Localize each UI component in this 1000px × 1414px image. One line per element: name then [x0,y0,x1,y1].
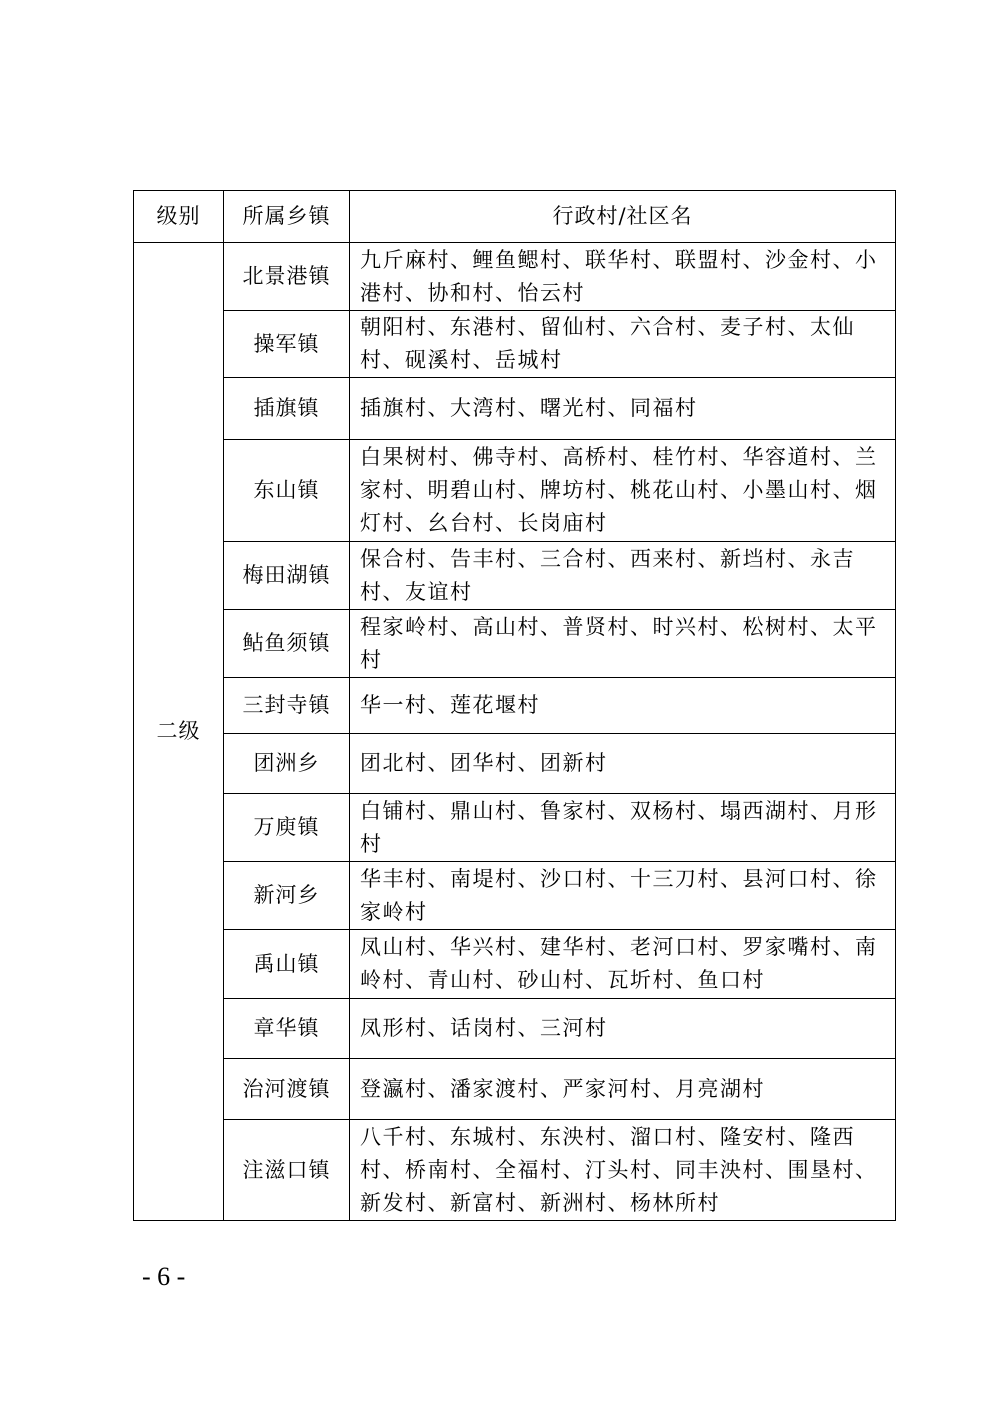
villages-cell: 团北村、团华村、团新村 [350,734,896,794]
table-row [134,440,896,542]
town-cell: 注滋口镇 [224,1120,350,1221]
villages-cell: 八千村、东城村、东泱村、溜口村、隆安村、隆西村、桥南村、全福村、汀头村、同丰泱村、围垦村、新发村、新富村、新洲村、杨林所村 [350,1120,896,1221]
table-row [134,1120,896,1221]
table-row [134,378,896,440]
table-row [134,999,896,1059]
town-cell: 北景港镇 [224,243,350,311]
villages-cell: 程家岭村、高山村、普贤村、时兴村、松树村、太平村 [350,610,896,678]
table-row [134,794,896,862]
town-cell: 新河乡 [224,862,350,930]
town-cell: 鲇鱼须镇 [224,610,350,678]
villages-cell: 朝阳村、东港村、留仙村、六合村、麦子村、太仙村、砚溪村、岳城村 [350,311,896,378]
level-cell: 二级 [134,243,224,1221]
villages-cell: 华一村、莲花堰村 [350,678,896,734]
header-level: 级别 [134,191,224,243]
table-row [134,1059,896,1120]
villages-cell: 保合村、告丰村、三合村、西来村、新垱村、永吉村、友谊村 [350,542,896,610]
town-cell: 梅田湖镇 [224,542,350,610]
villages-cell: 九斤麻村、鲤鱼鳃村、联华村、联盟村、沙金村、小港村、协和村、怡云村 [350,243,896,311]
table-row [134,678,896,734]
villages-cell: 凤形村、话岗村、三河村 [350,999,896,1059]
town-cell: 禹山镇 [224,930,350,999]
villages-cell: 插旗村、大湾村、曙光村、同福村 [350,378,896,440]
table-row [134,862,896,930]
table-row [134,311,896,378]
villages-cell: 白果树村、佛寺村、高桥村、桂竹村、华容道村、兰家村、明碧山村、牌坊村、桃花山村、小墨山村、烟灯村、幺台村、长岗庙村 [350,440,896,542]
town-cell: 三封寺镇 [224,678,350,734]
header-villages: 行政村/社区名 [350,191,896,243]
table-row [134,243,896,311]
town-cell: 团洲乡 [224,734,350,794]
table-row [134,542,896,610]
table-row [134,734,896,794]
town-cell: 插旗镇 [224,378,350,440]
table-row [134,930,896,999]
villages-cell: 登瀛村、潘家渡村、严家河村、月亮湖村 [350,1059,896,1120]
town-cell: 治河渡镇 [224,1059,350,1120]
villages-cell: 凤山村、华兴村、建华村、老河口村、罗家嘴村、南岭村、青山村、砂山村、瓦圻村、鱼口村 [350,930,896,999]
village-list-table [133,190,896,1221]
villages-cell: 白铺村、鼎山村、鲁家村、双杨村、塌西湖村、月形村 [350,794,896,862]
town-cell: 东山镇 [224,440,350,542]
town-cell: 万庾镇 [224,794,350,862]
page-number: - 6 - [142,1262,186,1291]
town-cell: 操军镇 [224,311,350,378]
town-cell: 章华镇 [224,999,350,1059]
header-town: 所属乡镇 [224,191,350,243]
villages-cell: 华丰村、南堤村、沙口村、十三刀村、县河口村、徐家岭村 [350,862,896,930]
table-row [134,610,896,678]
table-header-row [134,191,896,243]
